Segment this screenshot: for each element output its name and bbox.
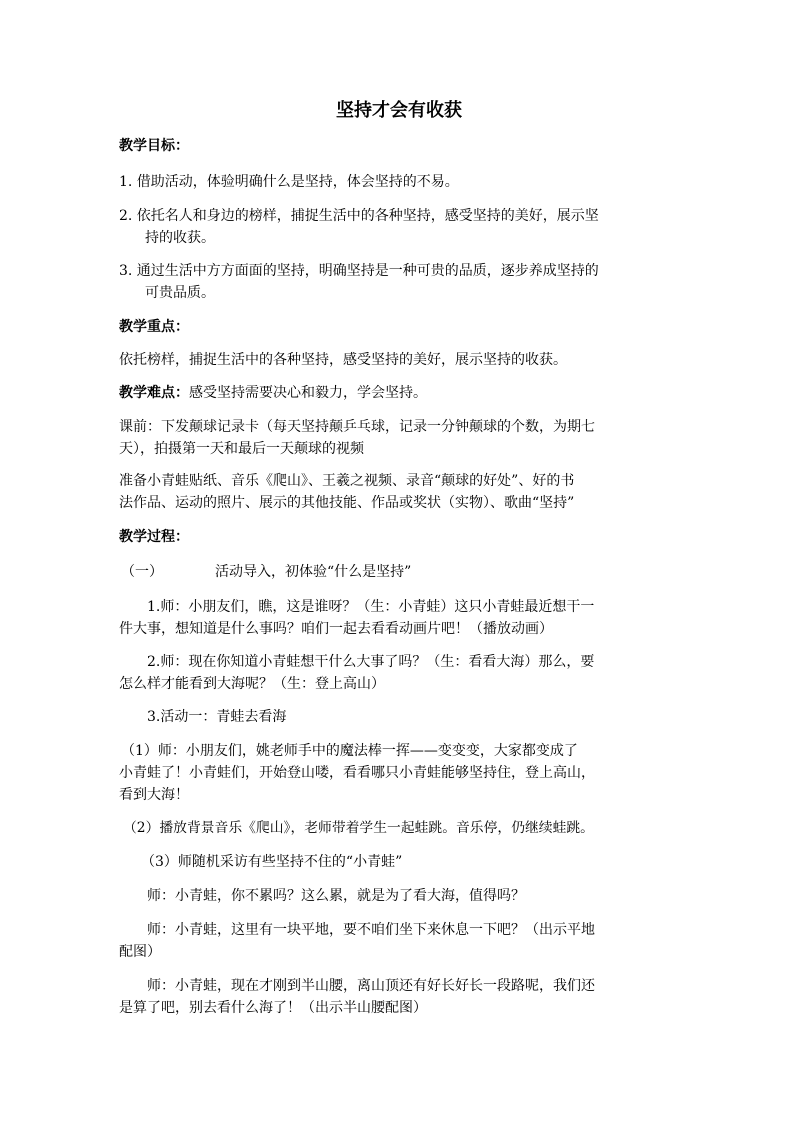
activity-1-line-2: 小青蛙了！小青蛙们，开始登山喽，看看哪只小青蛙能够坚持住，登上高山， xyxy=(119,765,595,781)
difficulty-heading: 教学难点： xyxy=(119,385,189,401)
document-title: 坚持才会有收获 xyxy=(336,100,462,121)
question-2-line-1: 师：小青蛙，这里有一块平地，要不咱们坐下来休息一下吧？（出示平地 xyxy=(147,922,595,938)
step-2-line-1: 2.师：现在你知道小青蛙想干什么大事了吗？（生：看看大海）那么，要 xyxy=(147,654,595,670)
step-1-line-2: 件大事，想知道是什么事吗？咱们一起去看看动画片吧！（播放动画） xyxy=(119,621,553,637)
question-2-line-2: 配图） xyxy=(119,944,161,960)
key-heading: 教学重点： xyxy=(119,319,189,335)
section-title: 活动导入，初体验“什么是坚持” xyxy=(215,564,412,580)
prep-p2-line-1: 准备小青蛙贴纸、音乐《爬山》、王羲之视频、录音“颠球的好处”、好的书 xyxy=(119,473,575,489)
key-text: 依托榜样，捕捉生活中的各种坚持，感受坚持的美好，展示坚持的收获。 xyxy=(119,352,567,368)
prep-p1-line-2: 天），拍摄第一天和最后一天颠球的视频 xyxy=(119,441,364,457)
goal-item-2-line-2: 持的收获。 xyxy=(145,230,215,246)
prep-p1-line-1: 课前：下发颠球记录卡（每天坚持颠乒乓球，记录一分钟颠球的个数，为期七 xyxy=(119,419,595,435)
activity-2: （2）播放背景音乐《爬山》，老师带着学生一起蛙跳。音乐停，仍继续蛙跳。 xyxy=(123,820,594,836)
question-3-line-2: 是算了吧，别去看什么海了！（出示半山腰配图） xyxy=(119,1000,427,1016)
goals-heading: 教学目标： xyxy=(119,138,189,154)
step-1-line-1: 1.师：小朋友们，瞧，这是谁呀？（生：小青蛙）这只小青蛙最近想干一 xyxy=(147,599,595,615)
process-heading: 教学过程： xyxy=(119,529,189,545)
goal-item-3-line-2: 可贵品质。 xyxy=(145,285,215,301)
goal-item-2-line-1: 2. 依托名人和身边的榜样，捕捉生活中的各种坚持，感受坚持的美好，展示坚 xyxy=(119,208,599,224)
activity-3: （3）师随机采访有些坚持不住的“小青蛙” xyxy=(141,854,403,870)
question-3-line-1: 师：小青蛙，现在才刚到半山腰，离山顶还有好长好长一段路呢，我们还 xyxy=(147,978,595,994)
section-number: （一） xyxy=(121,564,163,580)
activity-1-line-3: 看到大海！ xyxy=(119,787,189,803)
goal-item-3-line-1: 3. 通过生活中方方面面的坚持，明确坚持是一种可贵的品质，逐步养成坚持的 xyxy=(119,263,599,279)
goal-item-1: 1. 借助活动，体验明确什么是坚持，体会坚持的不易。 xyxy=(119,174,459,190)
activity-1-line-1: （1）师：小朋友们，姚老师手中的魔法棒一挥——变变变，大家都变成了 xyxy=(121,743,578,759)
difficulty-text: 感受坚持需要决心和毅力，学会坚持。 xyxy=(189,385,427,401)
step-3: 3.活动一：青蛙去看海 xyxy=(147,709,287,725)
difficulty-line xyxy=(119,383,427,403)
prep-p2-line-2: 法作品、运动的照片、展示的其他技能、作品或奖状（实物）、歌曲“坚持” xyxy=(119,495,575,511)
question-1: 师：小青蛙，你不累吗？这么累，就是为了看大海，值得吗？ xyxy=(147,888,525,904)
step-2-line-2: 怎么样才能看到大海呢？（生：登上高山） xyxy=(119,676,385,692)
